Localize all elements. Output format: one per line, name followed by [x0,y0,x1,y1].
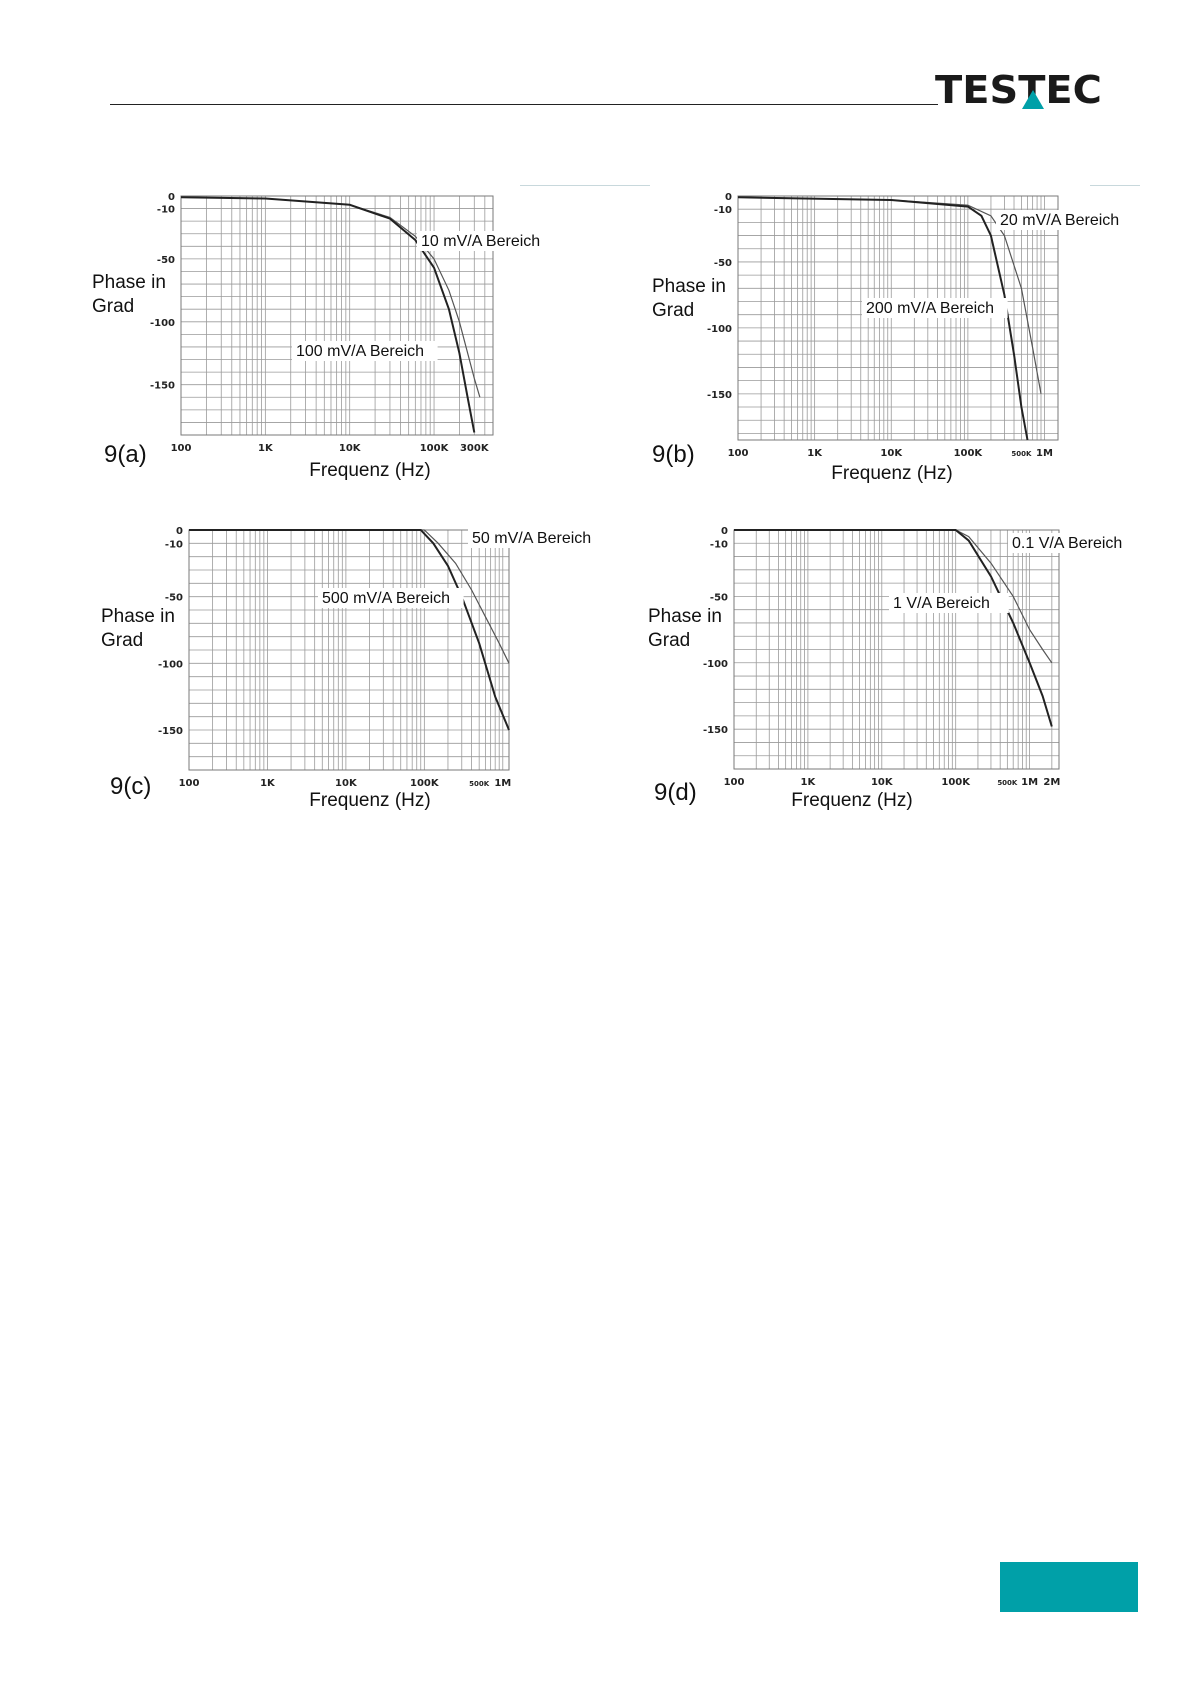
phase-chart-9b [650,180,1160,490]
y-tick-label: -150 [157,726,183,737]
x-tick-label: 10K [880,448,903,459]
grid [734,530,1059,769]
series-line-1 [738,197,1041,393]
x-axis-label: Frequenz (Hz) [309,790,431,811]
chart-svg [650,180,1160,490]
series-line-2 [738,197,1028,440]
y-tick-label: -100 [702,658,728,670]
x-tick-label: 100K [941,777,971,788]
x-tick-label: 100K [410,778,439,789]
y-tick-label: -50 [713,257,732,269]
x-tick-label: 100 [178,778,200,789]
y-tick-label: 0 [725,192,732,203]
x-tick-label: 1M [1021,777,1039,788]
series-label: 20 mV/A Bereich [1000,212,1120,229]
x-tick-label: 100K [953,448,983,459]
x-tick-label: 1M [1036,448,1053,459]
panel-label: 9(b) [652,441,695,468]
header-rule [110,104,938,105]
y-tick-label: 0 [168,192,175,203]
panel-label: 9(c) [110,773,152,800]
x-tick-label: 500K [1011,450,1032,458]
series-label: 10 mV/A Bereich [421,233,541,250]
x-tick-label: 300K [459,443,489,454]
x-tick-label: 10K [338,443,361,454]
x-tick-label: 500K [997,779,1018,787]
logo-wordmark: TESTEC [935,68,1102,112]
x-tick-label: 1K [800,777,816,788]
chart-svg [90,180,600,490]
y-tick-label: -150 [149,380,175,392]
x-tick-label: 100 [170,443,192,454]
footer-accent-box [1000,1562,1138,1612]
x-tick-label: 10K [335,778,357,789]
y-axis-label: Phase in [652,276,726,297]
series-label: 0.1 V/A Bereich [1012,535,1123,552]
phase-chart-9d [645,515,1165,825]
series-label: 50 mV/A Bereich [472,530,592,547]
x-tick-label: 1K [260,778,275,789]
series-label: 200 mV/A Bereich [866,300,995,317]
x-tick-label: 2M [1043,777,1061,788]
x-tick-label: 100 [723,777,745,788]
y-axis-label-unit: Grad [92,296,135,317]
y-tick-label: -10 [713,205,732,217]
y-tick-label: -100 [149,317,175,329]
panel-label: 9(d) [654,779,697,806]
x-tick-label: 500K [469,780,490,788]
y-tick-label: -50 [156,254,175,266]
y-tick-label: -150 [702,725,728,737]
testec-logo [935,70,1135,114]
series-label: 1 V/A Bereich [893,595,990,612]
y-axis-label-unit: Grad [648,630,691,651]
y-tick-label: 0 [176,526,183,537]
y-tick-label: 0 [721,526,728,537]
chart-svg [90,515,610,825]
y-axis-label: Phase in [648,606,722,627]
chart-svg [645,515,1165,825]
panel-label: 9(a) [104,441,147,468]
x-axis-label: Frequenz (Hz) [309,460,431,481]
series-line-1 [181,197,480,397]
x-tick-label: 1K [807,448,822,459]
y-tick-label: -50 [709,592,728,604]
y-tick-label: -150 [706,389,732,401]
grid [189,530,509,770]
x-axis-label: Frequenz (Hz) [831,463,953,484]
x-axis-label: Frequenz (Hz) [791,790,913,811]
x-tick-label: 10K [870,777,893,788]
logo-triangle-icon [1022,90,1044,109]
y-axis-label: Phase in [92,272,166,293]
y-tick-label: -100 [157,659,183,671]
y-axis-label: Phase in [101,606,175,627]
y-tick-label: -10 [709,539,728,551]
phase-chart-9a [90,180,600,490]
x-tick-label: 100 [727,448,749,459]
series-line-2 [734,530,1052,727]
y-tick-label: -50 [164,592,183,604]
series-line-2 [189,530,509,730]
y-axis-label-unit: Grad [652,300,695,321]
x-tick-label: 1K [257,443,273,454]
phase-chart-9c [90,515,610,825]
x-tick-label: 1M [494,778,512,789]
y-tick-label: -10 [164,539,183,551]
y-axis-label-unit: Grad [101,630,144,651]
series-label: 100 mV/A Bereich [296,343,425,360]
y-tick-label: -100 [706,323,732,335]
y-tick-label: -10 [156,204,175,216]
x-tick-label: 100K [419,443,449,454]
series-label: 500 mV/A Bereich [322,590,451,607]
